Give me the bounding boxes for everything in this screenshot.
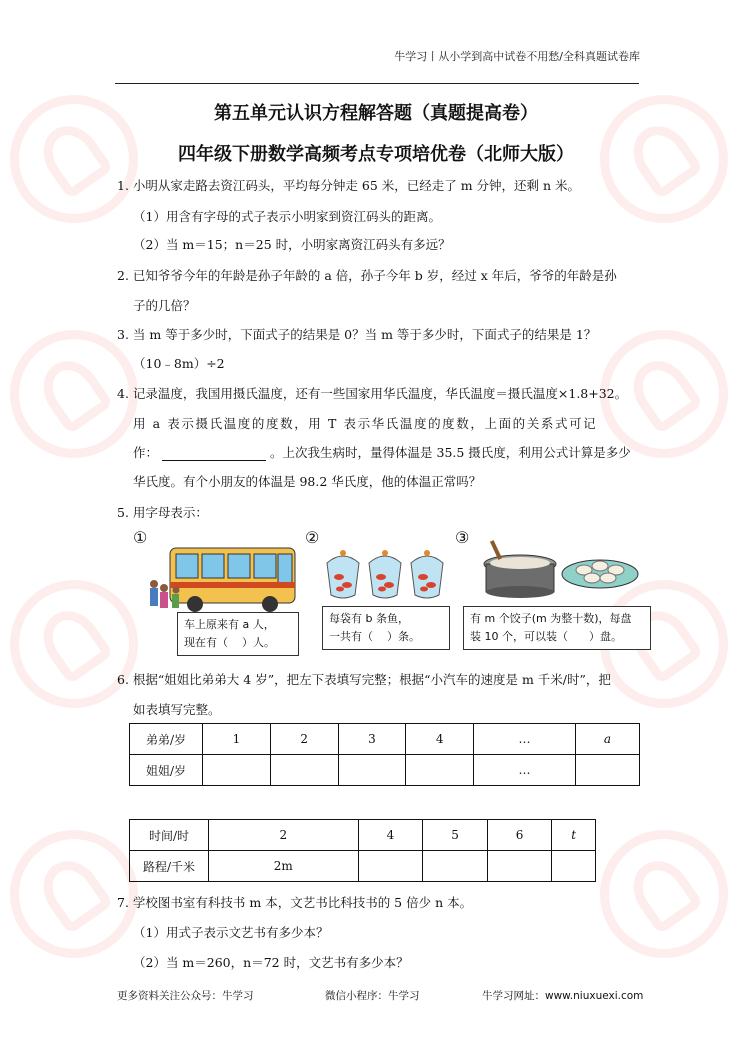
answer-cell[interactable] (358, 851, 423, 882)
footer-middle: 微信小程序：牛学习 (325, 990, 420, 1002)
caption-dumplings: 有 m 个饺子(m 为整十数)，每盘 装 10 个，可以装（ ）盘。 (463, 606, 651, 650)
table-cell: 姐姐/岁 (130, 755, 203, 786)
q3-line1: 3. 当 m 等于多少时，下面式子的结果是 0？当 m 等于多少时，下面式子的结果是 1？ (117, 327, 597, 342)
page-title: 第五单元认识方程解答题（真题提高卷） (214, 103, 538, 124)
q2-line1: 2. 已知爷爷今年的年龄是孙子年龄的 a 倍，孙子今年 b 岁，经过 x 年后，爷爷的年龄是孙 (117, 268, 617, 283)
table-cell: … (474, 724, 576, 755)
answer-cell[interactable] (406, 755, 474, 786)
page-header: 牛学习丨从小学到高中试卷不用愁/全科真题试卷库 (394, 50, 640, 63)
table-cell: 4 (358, 820, 423, 851)
table-cell: 2 (209, 820, 359, 851)
q5-stem: 5. 用字母表示： (117, 505, 208, 520)
q7-part1: （1）用式子表示文艺书有多少本？ (133, 925, 329, 940)
answer-blank[interactable] (162, 448, 266, 461)
answer-cell[interactable] (203, 755, 271, 786)
q7-part2: （2）当 m＝260，n＝72 时，文艺书有多少本？ (133, 955, 409, 970)
q4-line2: 用 a 表示摄氏温度的度数，用 T 表示华氏温度的度数，上面的关系式可记 (133, 416, 598, 431)
page-subtitle: 四年级下册数学高频考点专项培优卷（北师大版） (178, 144, 574, 165)
table-cell: 时间/时 (130, 820, 209, 851)
caption-fish: 每袋有 b 条鱼， 一共有（ ）条。 (322, 606, 450, 650)
q7-stem: 7. 学校图书室有科技书 m 本，文艺书比科技书的 5 倍少 n 本。 (117, 895, 473, 910)
header-divider (115, 83, 639, 84)
fish-bags-illustration (322, 545, 452, 601)
table-cell: 2m (209, 851, 359, 882)
table-cell: … (474, 755, 576, 786)
q4-line4: 华氏度。有个小朋友的体温是 98.2 华氏度，他的体温正常吗？ (133, 474, 482, 489)
q6-line2: 如表填写完整。 (133, 702, 221, 717)
table-cell: 4 (406, 724, 474, 755)
picture-number-2: ② (305, 528, 320, 547)
table-cell: a (576, 724, 640, 755)
table-row (130, 820, 596, 851)
table-cell: 路程/千米 (130, 851, 209, 882)
caption-bus: 车上原来有 a 人， 现在有（ ）人。 (177, 612, 299, 656)
q1-part2: （2）当 m＝15；n＝25 时，小明家离资江码头有多远？ (133, 237, 451, 252)
table-cell: 弟弟/岁 (130, 724, 203, 755)
dumplings-illustration (480, 536, 640, 600)
table-cell: 5 (423, 820, 488, 851)
watermark-logo (575, 805, 752, 983)
table-cell: t (552, 820, 596, 851)
q4-line3 (133, 443, 631, 461)
q3-expression: （10﹣8m）÷2 (133, 356, 225, 371)
picture-number-1: ① (133, 528, 148, 547)
answer-cell[interactable] (487, 851, 552, 882)
answer-cell[interactable] (576, 755, 640, 786)
q4-line1: 4. 记录温度，我国用摄氏温度，还有一些国家用华氏温度，华氏温度＝摄氏温度×1.8+32。 (117, 386, 628, 401)
table-cell: 1 (203, 724, 271, 755)
answer-cell[interactable] (423, 851, 488, 882)
table-row (130, 755, 640, 786)
answer-cell[interactable] (270, 755, 338, 786)
bus-illustration (150, 540, 300, 618)
table-row (130, 851, 596, 882)
footer-left: 更多资料关注公众号：牛学习 (117, 990, 254, 1002)
picture-number-3: ③ (455, 528, 470, 547)
answer-cell[interactable] (338, 755, 406, 786)
table-cell: 6 (487, 820, 552, 851)
table-cell: 3 (338, 724, 406, 755)
table-cell: 2 (270, 724, 338, 755)
q4-line3-prefix: 作： (133, 445, 159, 460)
answer-cell[interactable] (552, 851, 596, 882)
footer-right[interactable]: 牛学习网址：www.niuxuexi.com (482, 990, 644, 1002)
q1-stem: 1. 小明从家走路去资江码头，平均每分钟走 65 米，已经走了 m 分钟，还剩 n 米。 (117, 178, 581, 193)
q2-line2: 子的几倍？ (133, 298, 196, 313)
table-row (130, 724, 640, 755)
q6-line1: 6. 根据“姐姐比弟弟大 4 岁”，把左下表填写完整；根据“小汽车的速度是 m 千米/时”，把 (117, 672, 611, 687)
age-table (129, 723, 640, 786)
q4-line3-suffix: 。上次我生病时，量得体温是 35.5 摄氏度，利用公式计算是多少 (270, 445, 631, 460)
q1-part1: （1）用含有字母的式子表示小明家到资江码头的距离。 (133, 209, 441, 224)
distance-table (129, 819, 596, 882)
